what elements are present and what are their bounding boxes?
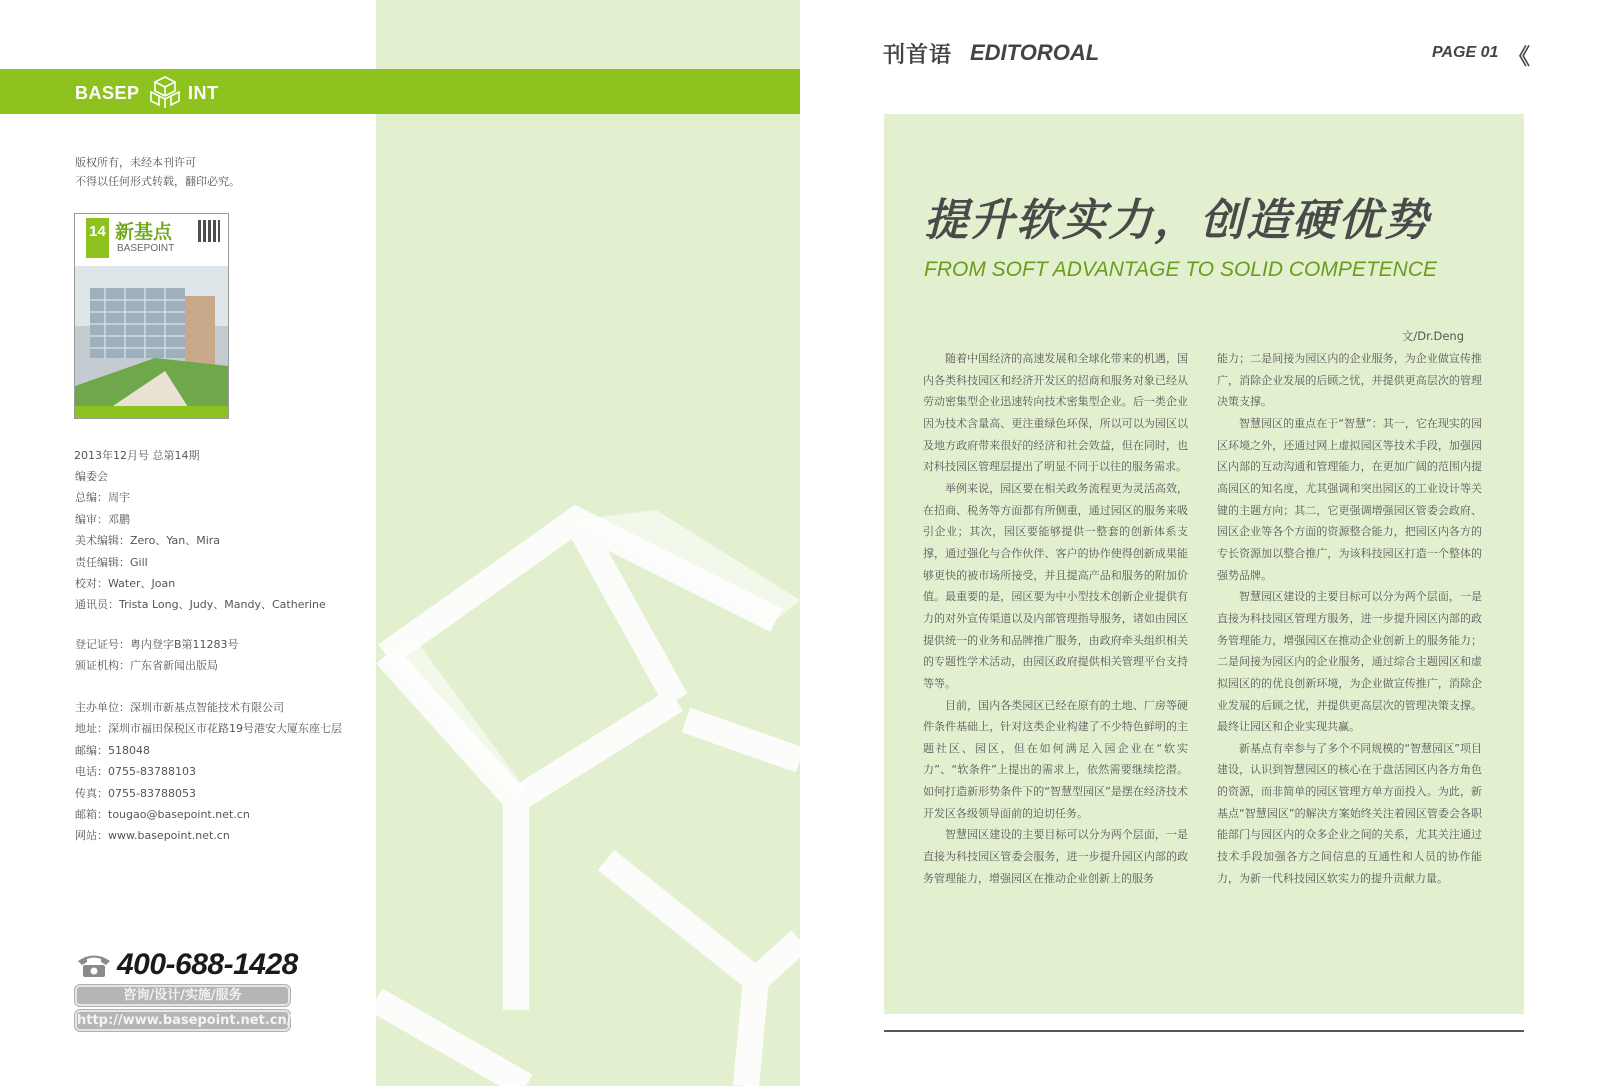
- decorative-cube-graphic: [376, 0, 800, 1086]
- masthead-line: 总编：周宇: [75, 491, 130, 505]
- masthead-line: 通讯员：Trista Long、Judy、Mandy、Catherine: [75, 598, 326, 612]
- masthead-line: 校对：Water、Joan: [75, 577, 176, 591]
- contact-line: 邮编：518048: [75, 743, 150, 757]
- cube-logo-icon: [147, 75, 183, 109]
- contact-line: 地址：深圳市福田保税区市花路19号港安大厦东座七层: [75, 722, 342, 736]
- article-paragraph: 新基点有幸参与了多个不同规模的“智慧园区”项目建设，认识到智慧园区的核心在于盘活园区内各方角色的资源，而非简单的园区管理方单方面投入。为此，新基点“智慧园区”的解决方案始终关注着园区管委会各职能部门与园区内的众多企业之间的关系，尤其关注通过技术手段加强各方之间信息的互通性和人员的协作能力，为新一代科技园区软实力的提升贡献力量。: [1217, 741, 1482, 885]
- contact-line: 主办单位：深圳市新基点智能技术有限公司: [75, 701, 284, 714]
- page-number: PAGE 01: [1432, 44, 1499, 61]
- editorial-article: [884, 114, 1524, 1014]
- article-paragraph: 智慧园区建设的主要目标可以分为两个层面，一是直接为科技园区管委会服务，进一步提升园区内部的政务管理能力，增强园区在推动企业创新上的服务: [923, 828, 1188, 885]
- masthead-line: 编审：邓鹏: [75, 512, 130, 526]
- qr-code-icon: [198, 220, 220, 242]
- contact-line: 邮箱：tougao@basepoint.net.cn: [75, 808, 250, 822]
- website-banner[interactable]: http://www.basepoint.net.cn/: [75, 1010, 290, 1031]
- contact-line: 网站：www.basepoint.net.cn: [75, 829, 230, 843]
- article-title-cn: 提升软实力，创造硬优势: [924, 195, 1430, 246]
- right-page: [800, 0, 1600, 1086]
- article-paragraph: 能力；二是间接为园区内的企业服务，为企业做宣传推广，消除企业发展的后顾之忧，并提供更高层次的管理决策支撑。: [1217, 352, 1482, 409]
- registration-line: 登记证号：粤内登字B第11283号: [75, 638, 239, 651]
- masthead-line: 美术编辑：Zero、Yan、Mira: [75, 534, 221, 548]
- contact-line: 电话：0755-83788103: [75, 765, 196, 779]
- article-paragraph: 随着中国经济的高速发展和全球化带来的机遇，国内各类科技园区和经济开发区的招商和服务对象已经从劳动密集型企业迅速转向技术密集型企业。后一类企业因为技术含量高、更注重绿色环保，所以可以为园区以及地方政府带来很好的经济和社会效益，但在同时，也对科技园区管理层提出了明显不同于以往的服务需求。: [923, 352, 1188, 474]
- masthead-line: 责任编辑：Gill: [75, 555, 148, 569]
- registration-line: 颁证机构：广东省新闻出版局: [75, 659, 218, 673]
- article-title-en: FROM SOFT ADVANTAGE TO SOLID COMPETENCE: [924, 258, 1438, 281]
- telephone-icon: [75, 952, 113, 978]
- article-paragraph: 智慧园区建设的主要目标可以分为两个层面，一是直接为科技园区管理方服务，进一步提升园区内部的政务管理能力，增强园区在推动企业创新上的服务能力；二是间接为园区内的企业服务，通过综合主题园区和虚拟园区的的优良创新环境，为企业做宣传推广，消除企业发展的后顾之忧，并提供更高层次的管理决策支撑。最终让园区和企业实现共赢。: [1217, 590, 1482, 734]
- article-column-right: [1217, 348, 1482, 889]
- services-banner: 咨询/设计/实施/服务: [75, 985, 290, 1006]
- section-title-cn: 刊首语: [883, 42, 953, 68]
- article-byline: 文/Dr.Deng: [1401, 329, 1464, 343]
- article-column-left: [923, 348, 1188, 889]
- cover-title-cn: 新基点: [115, 221, 173, 243]
- registration-info: [75, 634, 239, 677]
- contact-info: [75, 697, 342, 847]
- masthead-line: 编委会: [75, 470, 108, 483]
- cover-building-photo: [75, 266, 228, 418]
- double-chevron-left-icon: 《: [1508, 44, 1531, 69]
- article-paragraph: 目前，国内各类园区已经在原有的土地、厂房等硬件条件基础上，针对这类企业构建了不少特色鲜明的主题社区、园区，但在如何满足入园企业在“软实力”、“软条件”上提出的需求上，依然需要继续挖潜。如何打造新形势条件下的“智慧型园区”是摆在经济技术开发区各级领导面前的迫切任务。: [923, 698, 1188, 820]
- issue-date: 2013年12月号 总第14期: [74, 449, 200, 462]
- copyright-notice: [75, 153, 240, 191]
- copyright-line: 版权所有，未经本刊许可: [75, 156, 196, 169]
- article-paragraph: 智慧园区的重点在于“智慧”：其一，它在现实的园区环境之外，还通过网上虚拟园区等技术手段，加强园区内部的互动沟通和管理能力，在更加广阔的范围内提高园区的知名度，尤其强调和突出园区的工业设计等关键的主题方向；其二，它更强调增强园区管委会政府、园区企业等各个方面的资源整合能力，把园区内各方的专长资源加以整合推广，为该科技园区打造一个整体的强势品牌。: [1217, 416, 1482, 582]
- cover-header: [75, 214, 228, 266]
- masthead-list: [75, 466, 326, 616]
- article-paragraph: 举例来说，园区要在相关政务流程更为灵活高效，在招商、税务等方面都有所侧重，通过园区的服务来吸引企业；其次，园区要能够提供一整套的创新体系支撑，通过强化与合作伙伴、客户的协作使得创新成果能够更快的被市场所接受，并且提高产品和服务的附加价值。最重要的是，园区要为中小型技术创新企业提供有力的对外宣传渠道以及内部管理指导服务，诸如由园区提供统一的业务和品牌推广服务，由政府牵头组织相关的专题性学术活动，由园区政府提供相关管理平台支持等等。: [923, 481, 1188, 690]
- contact-line: 传真：0755-83788053: [75, 786, 196, 800]
- hotline-number: 400-688-1428: [117, 948, 298, 981]
- bottom-divider: [884, 1030, 1524, 1032]
- cover-issue-number: 14: [86, 218, 109, 258]
- cover-title-en: BASEPOINT: [117, 243, 175, 254]
- brand-logo-text-left: BASEP: [75, 83, 140, 103]
- brand-logo-text-right: INT: [188, 83, 219, 103]
- section-title-en: EDITOROAL: [970, 40, 1100, 65]
- copyright-line: 不得以任何形式转载，翻印必究。: [75, 175, 240, 188]
- magazine-cover-thumbnail: [74, 213, 229, 419]
